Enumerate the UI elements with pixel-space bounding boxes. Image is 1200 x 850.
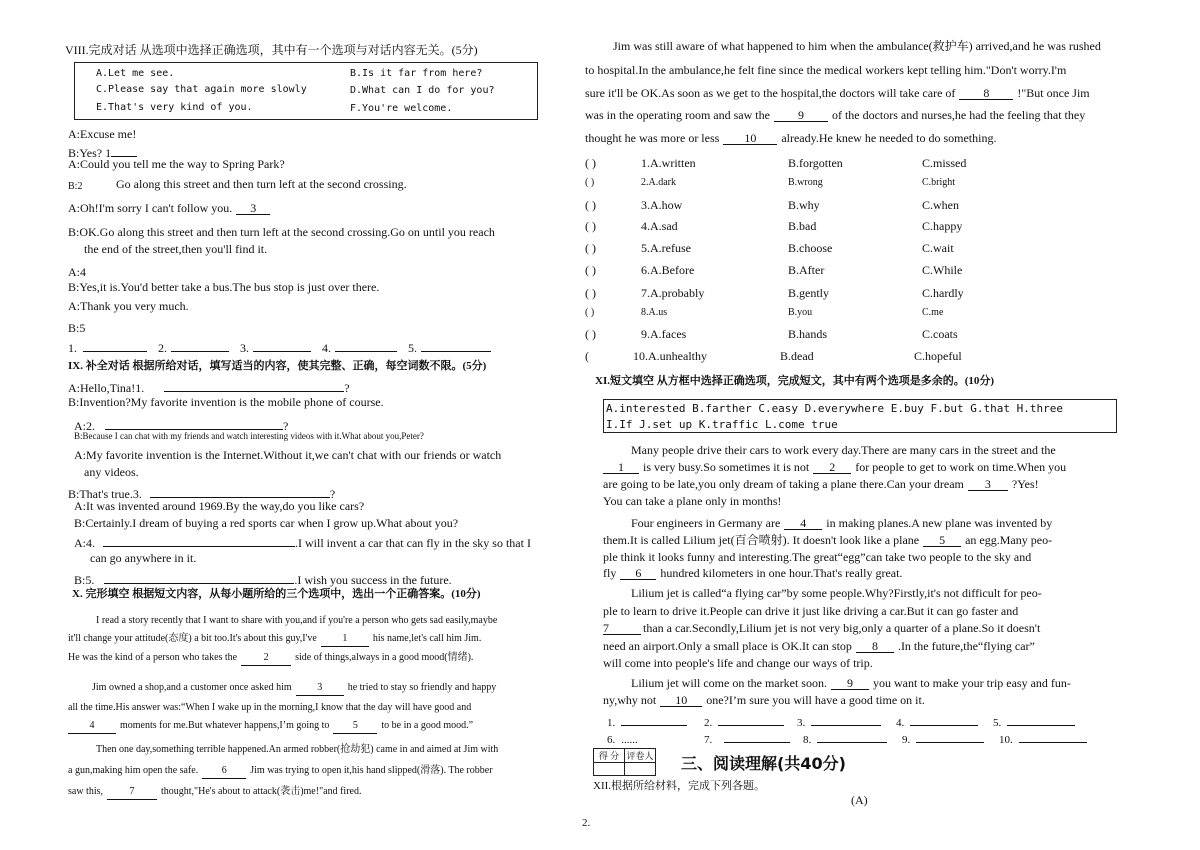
answer-paren[interactable]: ( ) xyxy=(585,241,596,255)
dialog-line: A:Oh!I'm sorry I can't follow you. 3 xyxy=(68,202,270,215)
passage-line: Four engineers in Germany are 4 in making planes.A new plane was invented by xyxy=(631,516,1053,530)
answer-blank[interactable]: 7 xyxy=(603,622,641,635)
answer-blank[interactable] xyxy=(104,571,294,584)
answer-blank[interactable]: 5 xyxy=(333,721,377,734)
answer-paren[interactable]: ( ) xyxy=(585,286,596,300)
score-cell[interactable] xyxy=(594,763,625,776)
passage-line: ple to learn to drive it.People can drive it just like driving a car.But it can go faster and xyxy=(603,604,1019,618)
answer-blank[interactable]: 3 xyxy=(236,202,270,215)
choice-row xyxy=(585,178,955,188)
dialog-line: B:Invention?My favorite invention is the mobile phone of course. xyxy=(68,395,384,409)
passage-line: all the time.His answer was:“When I wake up in the morning,I know that the day will have good and xyxy=(68,702,472,713)
choice-b[interactable]: B.After xyxy=(788,263,825,277)
dialog-line: B:Because I can chat with my friends and watch interesting videos with it.What about you,Peter? xyxy=(74,431,424,441)
choice-c[interactable]: C.bright xyxy=(922,177,956,188)
choice-c[interactable]: C.hopeful xyxy=(914,349,962,363)
passage-line: He was the kind of a person who takes the 2 side of things,always in a good mood(情绪). xyxy=(68,653,473,666)
passage-line: it'll change your attitude(态度) a bit too.It's about this guy,I've 1 his name,let's call him Jim. xyxy=(68,634,481,647)
answer-blank[interactable]: ...... xyxy=(621,734,638,746)
answer-blank[interactable] xyxy=(724,730,790,743)
passage-line: Lilium jet will come on the market soon. 9 you want to make your trip easy and fun- xyxy=(631,676,1071,690)
choice-b[interactable]: B.bad xyxy=(788,219,817,233)
answer-paren[interactable]: ( xyxy=(585,349,589,363)
answer-blank[interactable]: 2 xyxy=(241,653,291,666)
choice-a[interactable]: 8.A.us xyxy=(641,307,668,318)
passage-line: are going to be late,you only dream of taking a plane there.Can your dream 3 ?Yes! xyxy=(603,477,1039,491)
option-c: C.Please say that again more slowly xyxy=(96,84,307,95)
score-table xyxy=(593,748,656,776)
answer-row: 6. ...... 7. 8. 9. 10. xyxy=(607,730,1087,746)
answer-blank[interactable]: 9 xyxy=(831,677,869,690)
dialog-line: A:Excuse me! xyxy=(68,127,137,141)
dialog-line: B:OK.Go along this street and then turn left at the second crossing.Go on until you reach xyxy=(68,225,495,239)
answer-blank[interactable] xyxy=(103,534,295,547)
grader-cell[interactable] xyxy=(625,763,656,776)
option-a: A.Let me see. xyxy=(96,68,175,79)
choice-a[interactable]: 3.A.how xyxy=(641,198,683,212)
choice-row xyxy=(585,264,962,276)
passage-line: thought he was more or less 10 already.He knew he needed to do something. xyxy=(585,131,997,145)
dialog-line: B:Yes,it is.You'd better take a bus.The bus stop is just over there. xyxy=(68,280,380,294)
answer-blank[interactable]: 9 xyxy=(774,109,828,122)
answer-paren[interactable]: ( ) xyxy=(585,156,596,170)
answer-blank[interactable]: 4 xyxy=(68,721,116,734)
passage-line: a gun,making him open the safe. 6 Jim was trying to open it,his hand slipped(滑落). The robber xyxy=(68,766,493,779)
word-bank-box xyxy=(603,399,1117,433)
dialog-line: A:It was invented around 1969.By the way,do you like cars? xyxy=(74,499,365,513)
passage-line: I read a story recently that I want to share with you,and if you're a person who gets sad easily,maybe xyxy=(96,615,498,626)
dialog-line: B:That's true.3. ? xyxy=(68,487,336,501)
answer-blank[interactable] xyxy=(111,144,137,157)
answer-blank[interactable] xyxy=(1019,730,1087,743)
dialog-line: A:Could you tell me the way to Spring Park? xyxy=(68,157,285,171)
passage-line: 7 than a car.Secondly,Lilium jet is not very big,only a quarter of a plane.So it doesn't xyxy=(603,621,1041,635)
answer-paren[interactable]: ( ) xyxy=(585,263,596,277)
choice-b[interactable]: B.wrong xyxy=(788,177,823,188)
choice-a[interactable]: 7.A.probably xyxy=(641,286,705,300)
choice-row xyxy=(585,328,958,340)
passage-line: sure it'll be OK.As soon as we get to the hospital,the doctors will take care of 8 !"But once Jim xyxy=(585,86,1090,100)
dialog-line: A:My favorite invention is the Internet.Without it,we can't chat with our friends or watch xyxy=(74,448,502,462)
passage-line: Jim owned a shop,and a customer once asked him 3 he tried to stay so friendly and happy xyxy=(92,683,496,696)
passage-line: You can take a plane only in months! xyxy=(603,494,782,508)
choice-c[interactable]: C.me xyxy=(922,307,944,318)
answer-blank[interactable]: 3 xyxy=(296,683,344,696)
part-3-title: 三、阅读理解(共40分) xyxy=(681,754,846,773)
section-8-title: VIII.完成对话 从选项中选择正确选项，其中有一个选项与对话内容无关。(5分) xyxy=(65,43,478,57)
choice-b[interactable]: B.gently xyxy=(788,286,829,300)
answer-paren[interactable]: ( ) xyxy=(585,327,596,341)
choice-b[interactable]: B.hands xyxy=(788,327,827,341)
choice-c[interactable]: C.when xyxy=(922,198,959,212)
dialog-line: A:2. ? xyxy=(74,419,289,433)
passage-line: 4 moments for me.But whatever happens,I’m going to 5 to be in a good mood.” xyxy=(68,721,473,734)
choice-b[interactable]: B.dead xyxy=(780,349,814,363)
choice-a[interactable]: 9.A.faces xyxy=(641,327,687,341)
choice-c[interactable]: C.happy xyxy=(922,219,963,233)
answer-blank[interactable]: 1 xyxy=(321,634,369,647)
answer-blank[interactable] xyxy=(171,339,229,352)
option-e: E.That's very kind of you. xyxy=(96,102,253,113)
passage-line: Many people drive their cars to work every day.There are many cars in the street and the xyxy=(631,443,1056,457)
choice-b[interactable]: B.forgotten xyxy=(788,156,843,170)
passage-line: ny,why not 10 one?I’m sure you will have a good time on it. xyxy=(603,693,925,707)
section-10-title: X. 完形填空 根据短文内容，从每小题所给的三个选项中，选出一个正确答案。(10分) xyxy=(72,588,481,600)
choice-a[interactable]: 1.A.written xyxy=(641,156,696,170)
answer-blank[interactable] xyxy=(83,339,147,352)
passage-line: Then one day,something terrible happened.An armed robber(抢劫犯) came in and aimed at Jim with xyxy=(96,744,499,755)
section-12-title: XII.根据所给材料，完成下列各题。 xyxy=(593,780,766,792)
option-b: B.Is it far from here? xyxy=(350,68,483,79)
answer-paren[interactable]: ( ) xyxy=(585,198,596,212)
answer-blank[interactable]: 7 xyxy=(107,787,157,800)
passage-line: need an airport.Only a small place is OK.It can stop 8 .In the future,the“flying car” xyxy=(603,639,1035,653)
passage-line: to hospital.In the ambulance,he felt fine since the medical workers kept telling him."Don't worry.I'm xyxy=(585,63,1067,77)
section-8-options-box xyxy=(74,62,538,120)
passage-line: will come into people's life and change our ways of trip. xyxy=(603,656,873,670)
option-d: D.What can I do for you? xyxy=(350,85,495,96)
answer-blank[interactable]: 10 xyxy=(723,132,777,145)
choice-row xyxy=(585,220,962,232)
answer-blank[interactable]: 6 xyxy=(202,766,246,779)
section-12-subtitle: (A) xyxy=(851,793,868,807)
answer-blank[interactable]: 10 xyxy=(660,694,702,707)
choice-row xyxy=(585,199,959,211)
choice-c[interactable]: C.coats xyxy=(922,327,958,341)
answer-row: 1. 2. 3. 4. 5. xyxy=(607,713,1075,729)
answer-blank[interactable] xyxy=(105,417,283,430)
dialog-line: the end of the street,then you'll find it. xyxy=(84,242,268,256)
answer-blank[interactable] xyxy=(150,485,330,498)
word-bank-line: A.interested B.farther C.easy D.everywhere E.buy F.but G.that H.three xyxy=(606,402,1063,415)
answer-paren[interactable]: ( ) xyxy=(585,177,595,188)
dialog-line: B:2 xyxy=(68,181,83,192)
choice-a[interactable]: 2.A.dark xyxy=(641,177,676,188)
answer-blank[interactable] xyxy=(718,713,784,726)
section-9-title: IX. 补全对话 根据所给对话，填写适当的内容，使其完整、正确，每空词数不限。(5分) xyxy=(68,360,487,372)
choice-a[interactable]: 5.A.refuse xyxy=(641,241,691,255)
dialog-line: B:Yes? 1 xyxy=(68,144,137,159)
answer-blank[interactable] xyxy=(910,713,978,726)
passage-line: 1 is very busy.So sometimes it is not 2 for people to get to work on time.When you xyxy=(603,461,1066,474)
passage-line: them.It is called Lilium jet(百合喷射). It doesn't look like a plane 5 an egg.Many peo- xyxy=(603,533,1053,547)
choice-a[interactable]: 6.A.Before xyxy=(641,263,695,277)
dialog-line: A:4 xyxy=(68,265,86,279)
answer-paren[interactable]: ( ) xyxy=(585,219,596,233)
score-label: 得 分 xyxy=(594,749,625,763)
dialog-line: A:Hello,Tina!1. ? xyxy=(68,381,350,395)
answer-blank[interactable]: 5 xyxy=(923,534,961,547)
choice-c[interactable]: C.hardly xyxy=(922,286,964,300)
answer-row: 1. 2. 3. 4. 5. xyxy=(68,339,491,354)
word-bank-line: I.If J.set up K.traffic L.come true xyxy=(606,418,838,431)
answer-blank[interactable]: 2 xyxy=(813,461,851,474)
choice-c[interactable]: C.While xyxy=(922,263,963,277)
choice-row xyxy=(585,308,943,318)
choice-row xyxy=(585,157,966,169)
answer-paren[interactable]: ( ) xyxy=(585,307,595,318)
passage-line: saw this, 7 thought,"He's about to attack(袭击)me!"and fired. xyxy=(68,787,361,800)
dialog-line: A:Thank you very much. xyxy=(68,299,189,313)
choice-row xyxy=(585,287,964,299)
dialog-line: Go along this street and then turn left at the second crossing. xyxy=(116,177,407,191)
section-11-title: XI.短文填空 从方框中选择正确选项，完成短文，其中有两个选项是多余的。(10分) xyxy=(595,375,995,387)
answer-blank[interactable]: 8 xyxy=(959,87,1013,100)
dialog-line: any videos. xyxy=(84,465,139,479)
choice-b[interactable]: B.you xyxy=(788,307,813,318)
passage-line: fly 6 hundred kilometers in one hour.That's really great. xyxy=(603,566,903,580)
page-number: 2. xyxy=(582,817,591,829)
choice-b[interactable]: B.choose xyxy=(788,241,833,255)
answer-blank[interactable] xyxy=(811,713,881,726)
choice-row xyxy=(585,242,954,254)
dialog-line: B:5. .I wish you success in the future. xyxy=(74,573,452,587)
dialog-line: A:4. .I will invent a car that can fly in the sky so that I xyxy=(74,536,531,550)
answer-blank[interactable] xyxy=(253,339,311,352)
dialog-line: B:Certainly.I dream of buying a red sports car when I grow up.What about you? xyxy=(74,516,459,530)
answer-blank[interactable]: 1 xyxy=(603,461,639,474)
answer-blank[interactable] xyxy=(621,713,687,726)
passage-line: ple think it looks funny and interesting.The great“egg”can take two people to the sky and xyxy=(603,550,1032,564)
answer-blank[interactable] xyxy=(817,730,887,743)
answer-blank[interactable]: 3 xyxy=(968,478,1008,491)
passage-line: was in the operating room and saw the 9 of the doctors and nurses,he had the feeling that they xyxy=(585,108,1086,122)
answer-blank[interactable] xyxy=(421,339,491,352)
answer-blank[interactable] xyxy=(1007,713,1075,726)
answer-blank[interactable]: 6 xyxy=(620,567,656,580)
choice-c[interactable]: C.missed xyxy=(922,156,967,170)
answer-blank[interactable]: 4 xyxy=(784,517,822,530)
choice-a[interactable]: 10.A.unhealthy xyxy=(633,349,707,363)
grader-label: 评卷人 xyxy=(625,749,656,763)
passage-line: Lilium jet is called“a flying car”by some people.Why?Firstly,it's not difficult for peo- xyxy=(631,586,1042,600)
choice-b[interactable]: B.why xyxy=(788,198,820,212)
answer-blank[interactable] xyxy=(916,730,984,743)
answer-blank[interactable]: 8 xyxy=(856,640,894,653)
dialog-line: B:5 xyxy=(68,321,86,335)
choice-a[interactable]: 4.A.sad xyxy=(641,219,678,233)
choice-row xyxy=(585,350,962,362)
option-f: F.You're welcome. xyxy=(350,103,453,114)
dialog-line: can go anywhere in it. xyxy=(90,551,197,565)
choice-c[interactable]: C.wait xyxy=(922,241,954,255)
answer-blank[interactable] xyxy=(335,339,397,352)
answer-blank[interactable] xyxy=(164,379,344,392)
passage-line: Jim was still aware of what happened to him when the ambulance(救护车) arrived,and he was rushed xyxy=(613,39,1101,53)
